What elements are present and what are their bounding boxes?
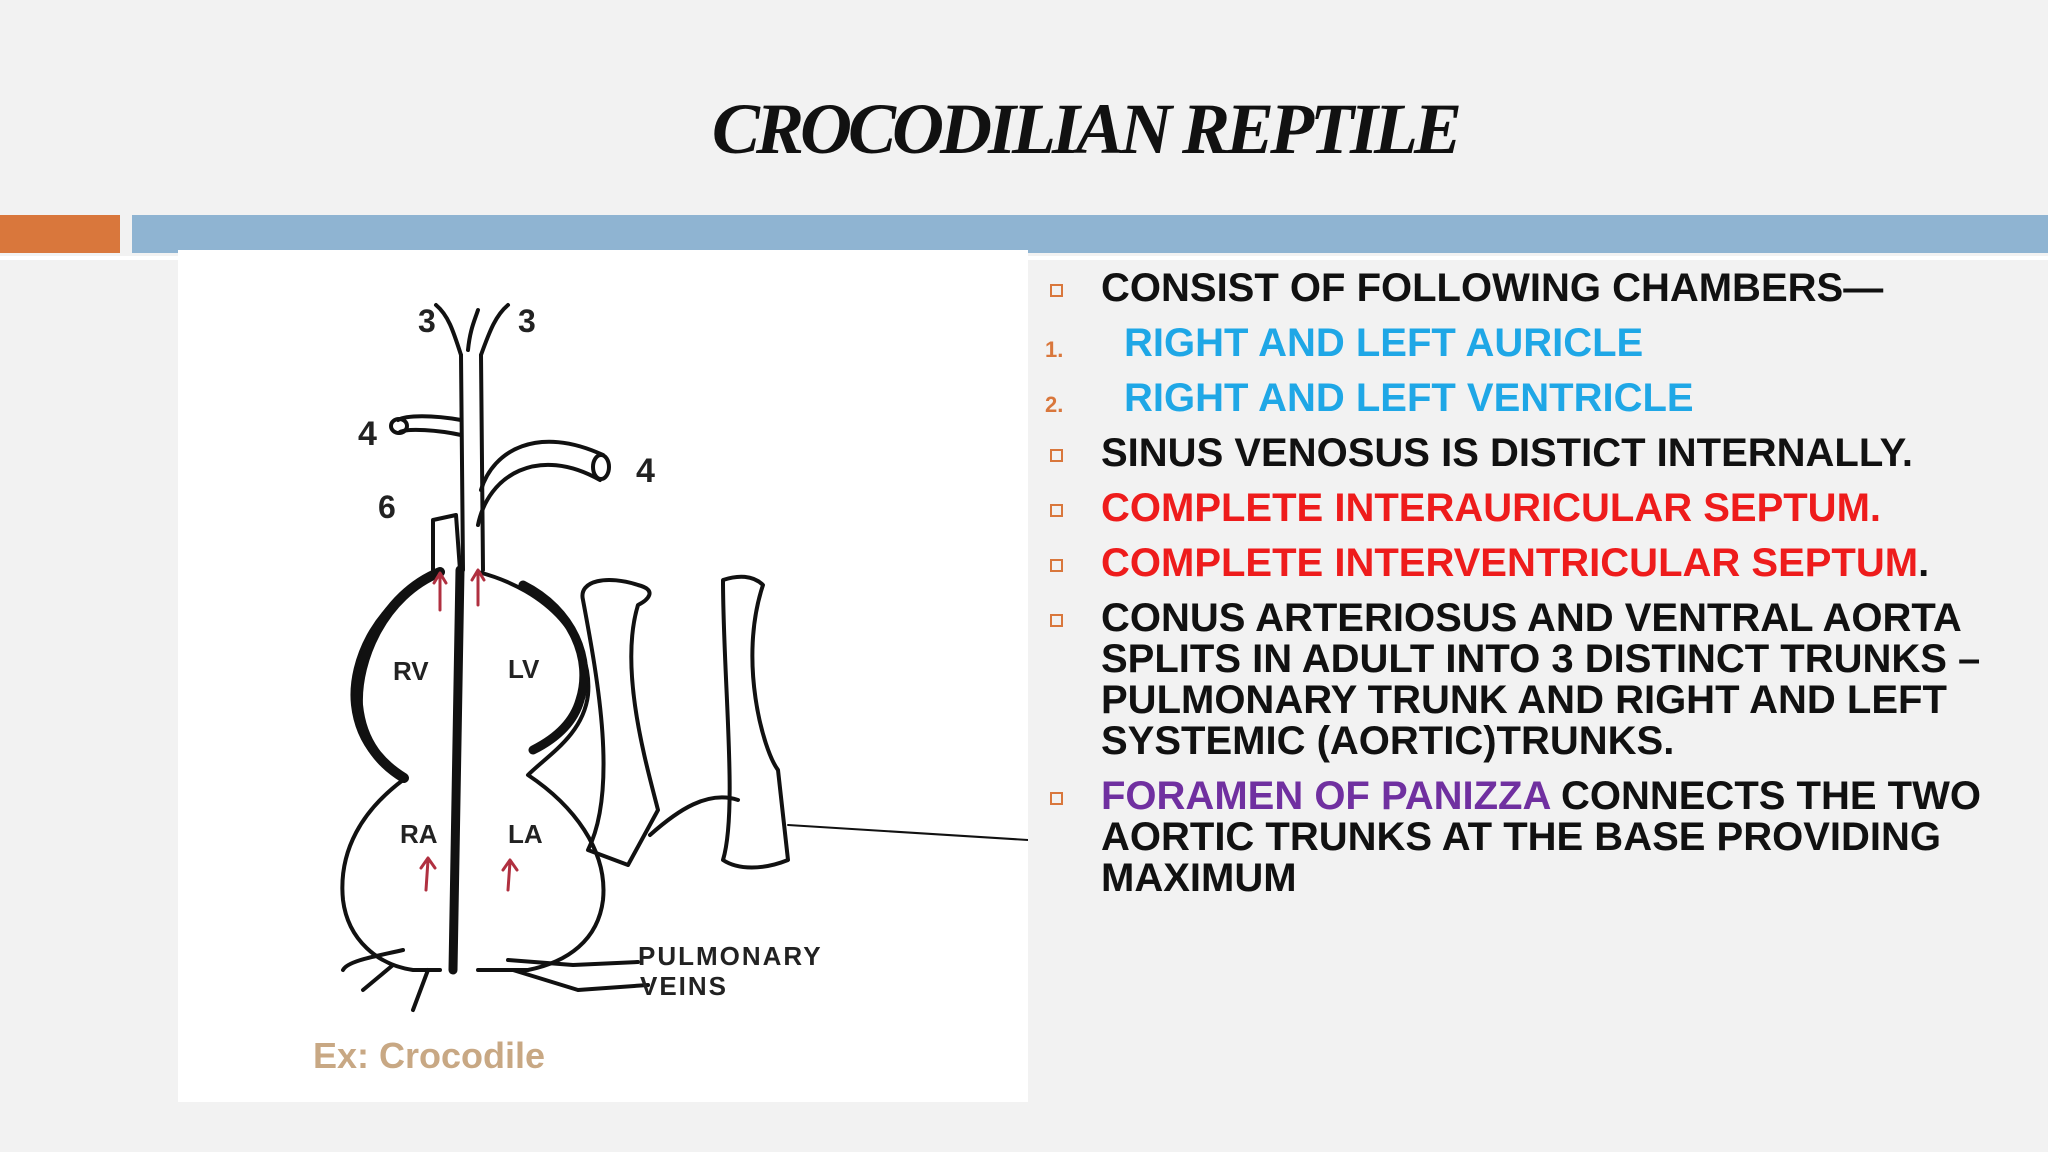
heart-diagram-image — [178, 250, 1028, 1102]
accent-bar-blue — [132, 215, 2048, 253]
septum — [453, 570, 460, 970]
bullet-chambers — [1040, 268, 2040, 309]
bullet-text-highlight: FORAMEN OF PANIZZA — [1101, 774, 1550, 818]
arch-4-right — [478, 442, 603, 525]
label-pulmonary: PULMONARY — [638, 941, 823, 971]
square-bullet-icon — [1050, 614, 1063, 627]
label-arch-4-right: 4 — [636, 452, 655, 490]
square-bullet-icon — [1050, 284, 1063, 297]
bullet-text: CONUS ARTERIOSUS AND VENTRAL AORTA SPLITS IN ADULT INTO 3 DISTINCT TRUNKS – PULMONARY TRUNK AND RIGHT AND LEFT SYSTEMIC (AORTIC)TRUNKS. — [1101, 596, 1981, 763]
bullet-interventricular — [1040, 543, 2040, 584]
bullet-foramen-panizza — [1040, 776, 2040, 899]
trunk-6 — [433, 515, 460, 575]
veins-right — [508, 960, 648, 990]
bullet-conus-arteriosus — [1040, 598, 2040, 762]
side-vessel-right — [723, 577, 788, 868]
bullet-text: RIGHT AND LEFT AURICLE — [1124, 321, 1644, 365]
bullet-ventricle — [1040, 378, 2040, 419]
bullet-interauricular — [1040, 488, 2040, 529]
accent-bar-orange — [0, 215, 120, 253]
central-trunk — [461, 355, 483, 570]
bullet-text: COMPLETE INTERVENTRICULAR SEPTUM — [1101, 541, 1919, 585]
fork-top — [436, 305, 508, 355]
square-bullet-icon — [1050, 792, 1063, 805]
bullet-text: CONNECTS THE TWO AORTIC TRUNKS AT THE BASE PROVIDING MAXIMUM — [1101, 774, 1981, 900]
bullet-auricle — [1040, 323, 2040, 364]
pointer-line — [788, 825, 1028, 840]
bullet-sinus-venosus — [1040, 433, 2040, 474]
heart-diagram — [178, 250, 1028, 1102]
label-rv: RV — [393, 656, 429, 686]
left-heart-outline — [478, 572, 603, 970]
bullet-text: RIGHT AND LEFT VENTRICLE — [1124, 376, 1694, 420]
label-veins: VEINS — [640, 971, 729, 1001]
bullet-list — [1040, 268, 2040, 913]
label-arch-4-left: 4 — [358, 415, 377, 453]
label-arch-3-left: 3 — [418, 303, 436, 339]
list-number: 2. — [1045, 392, 1064, 417]
side-vessel-cross — [650, 797, 738, 835]
square-bullet-icon — [1050, 449, 1063, 462]
bullet-text-period: . — [1918, 541, 1930, 585]
diagram-caption: Ex: Crocodile — [313, 1035, 546, 1076]
arrow-top-left — [434, 573, 446, 610]
arrow-la — [503, 860, 517, 890]
square-bullet-icon — [1050, 504, 1063, 517]
label-ra: RA — [400, 819, 438, 849]
arrow-top-right — [472, 570, 484, 605]
slide-title: CROCODILIAN REPTILE — [711, 89, 1459, 169]
list-number: 1. — [1045, 337, 1064, 362]
bullet-text: CONSIST OF FOLLOWING CHAMBERS— — [1101, 266, 1884, 310]
veins-left — [343, 950, 428, 1010]
side-vessel-left — [582, 580, 658, 865]
label-lv: LV — [508, 654, 540, 684]
label-arch-3-right: 3 — [518, 303, 536, 339]
square-bullet-icon — [1050, 559, 1063, 572]
arrow-ra — [421, 858, 435, 890]
bullet-text: SINUS VENOSUS IS DISTICT INTERNALLY. — [1101, 431, 1913, 475]
label-la: LA — [508, 819, 543, 849]
bullet-text: COMPLETE INTERAURICULAR SEPTUM. — [1101, 486, 1881, 530]
label-arch-6: 6 — [378, 489, 396, 525]
